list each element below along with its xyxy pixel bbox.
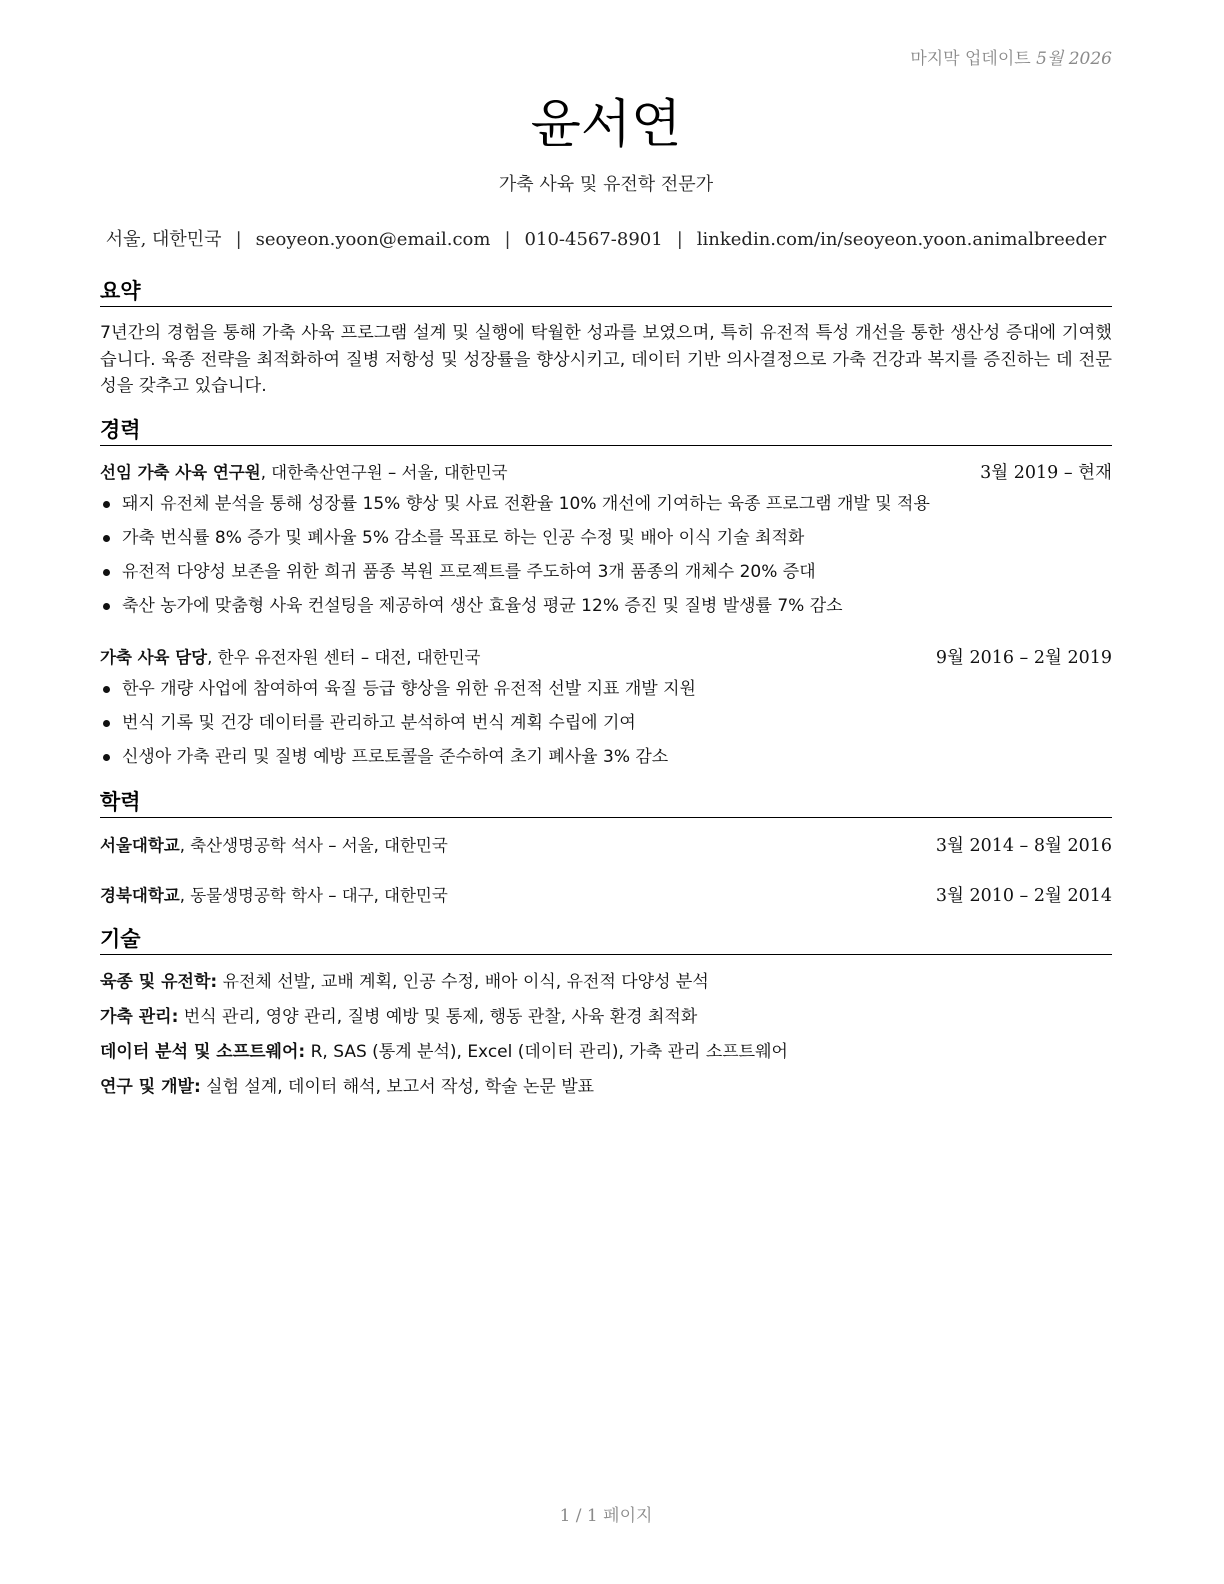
job-organization: , 대한축산연구원 – 서울, 대한민국 (260, 463, 508, 482)
last-updated-label: 마지막 업데이트 (910, 49, 1037, 69)
skill-label: 육종 및 유전학: (100, 972, 218, 992)
skill-row (100, 967, 1112, 997)
education-entry (100, 833, 1112, 859)
last-updated (910, 44, 1112, 69)
education-entry (100, 883, 1112, 909)
job-title: 가축 사육 담당 (100, 648, 208, 667)
resume-page (100, 0, 1112, 1584)
degree-detail: , 축산생명공학 석사 – 서울, 대한민국 (179, 836, 448, 855)
skill-value: 번식 관리, 영양 관리, 질병 예방 및 통제, 행동 관찰, 사육 환경 최적화 (178, 1007, 698, 1027)
education-dates: 3월 2010 – 2월 2014 (935, 886, 1112, 906)
education-dates: 3월 2014 – 8월 2016 (935, 836, 1112, 856)
skill-row (100, 1002, 1112, 1032)
bullet-text: 번식 기록 및 건강 데이터를 관리하고 분석하여 번식 계획 수립에 기여 (122, 713, 636, 733)
bullet-text: 돼지 유전체 분석을 통해 성장률 15% 향상 및 사료 전환율 10% 개선에 기여하는 육종 프로그램 개발 및 적용 (122, 494, 930, 514)
bullet-dot (103, 501, 110, 508)
bullet-item (100, 487, 1112, 521)
school-name: 경북대학교 (100, 886, 180, 905)
bullet-item (100, 555, 1112, 589)
last-updated-month: 5월 (1036, 49, 1069, 69)
skill-value: 유전체 선발, 교배 계획, 인공 수정, 배아 이식, 유전적 다양성 분석 (217, 972, 709, 992)
bullet-dot (103, 720, 110, 727)
skill-row (100, 1072, 1112, 1102)
page-number: 1 / 1 페이지 (559, 1506, 653, 1526)
bullet-text: 한우 개량 사업에 참여하여 육질 등급 향상을 위한 유전적 선발 지표 개발 지원 (122, 679, 696, 699)
bullet-dot (103, 569, 110, 576)
bullet-item (100, 589, 1112, 623)
job-organization: , 한우 유전자원 센터 – 대전, 대한민국 (207, 648, 481, 667)
summary-text: 7년간의 경험을 통해 가축 사육 프로그램 설계 및 실행에 탁월한 성과를 보였으며, 특히 유전적 특성 개선을 통한 생산성 증대에 기여했습니다. 육종 전략을 최적화하여 질병 저항성 및 성장률을 향상시키고, 데이터 기반 의사결정으로 가축 건강과 복지를 증진하는 데 전문성을 갖추고 있습니다. (100, 323, 1112, 396)
contact-phone: 010-4567-8901 (524, 229, 663, 250)
last-updated-year: 2026 (1068, 49, 1112, 69)
experience-entry-header (100, 645, 1112, 671)
degree-detail: , 동물생명공학 학사 – 대구, 대한민국 (179, 886, 448, 905)
section-title-skills: 기술 (100, 926, 1112, 955)
skill-label: 데이터 분석 및 소프트웨어: (100, 1042, 306, 1062)
contact-separator: | (235, 229, 242, 250)
job-dates: 3월 2019 – 현재 (980, 463, 1112, 483)
experience-entry-header (100, 460, 1112, 486)
job-title: 선임 가축 사육 연구원 (100, 463, 261, 482)
skill-value: 실험 설계, 데이터 해석, 보고서 작성, 학술 논문 발표 (200, 1077, 595, 1097)
bullet-dot (103, 686, 110, 693)
bullet-item (100, 672, 1112, 706)
bullet-dot (103, 754, 110, 761)
contact-separator: | (504, 229, 511, 250)
contact-line (100, 225, 1112, 251)
bullet-item (100, 521, 1112, 555)
school-name: 서울대학교 (100, 836, 180, 855)
experience-bullets (100, 487, 1112, 623)
bullet-text: 가축 번식률 8% 증가 및 폐사율 5% 감소를 목표로 하는 인공 수정 및 배아 이식 기술 최적화 (122, 528, 805, 548)
skill-row (100, 1037, 1112, 1067)
contact-location: 서울, 대한민국 (105, 229, 222, 250)
experience-bullets (100, 672, 1112, 774)
contact-separator: | (676, 229, 683, 250)
job-dates: 9월 2016 – 2월 2019 (935, 648, 1112, 668)
person-name: 윤서연 (530, 95, 682, 155)
bullet-text: 유전적 다양성 보존을 위한 희귀 품종 복원 프로젝트를 주도하여 3개 품종의 개체수 20% 증대 (122, 562, 816, 582)
bullet-text: 신생아 가축 관리 및 질병 예방 프로토콜을 준수하여 초기 폐사율 3% 감소 (122, 747, 669, 767)
headline: 가축 사육 및 유전학 전문가 (498, 174, 714, 195)
contact-linkedin[interactable]: linkedin.com/in/seoyeon.yoon.animalbreeder (696, 229, 1107, 250)
bullet-text: 축산 농가에 맞춤형 사육 컨설팅을 제공하여 생산 효율성 평균 12% 증진 및 질병 발생률 7% 감소 (122, 596, 843, 616)
bullet-dot (103, 535, 110, 542)
bullet-item (100, 706, 1112, 740)
skill-label: 가축 관리: (100, 1007, 179, 1027)
contact-email[interactable]: seoyeon.yoon@email.com (255, 229, 491, 250)
bullet-item (100, 740, 1112, 774)
section-title-summary: 요약 (100, 278, 1112, 307)
bullet-dot (103, 603, 110, 610)
skill-label: 연구 및 개발: (100, 1077, 201, 1097)
section-title-education: 학력 (100, 789, 1112, 818)
skill-value: R, SAS (통계 분석), Excel (데이터 관리), 가축 관리 소프트웨어 (305, 1042, 788, 1062)
section-title-experience: 경력 (100, 417, 1112, 446)
